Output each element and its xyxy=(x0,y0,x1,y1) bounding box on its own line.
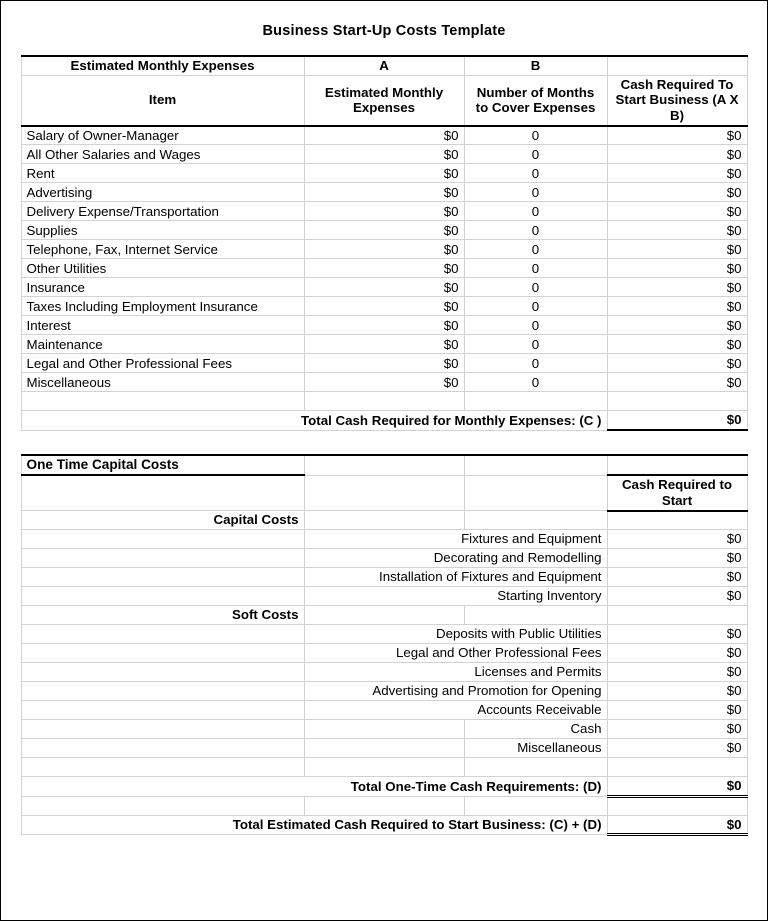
column-letter-b: B xyxy=(464,56,607,75)
table-row[interactable] xyxy=(21,568,747,587)
expense-months-value[interactable]: 0 xyxy=(464,145,607,164)
spacer-row xyxy=(21,392,747,411)
onetime-total-value: $0 xyxy=(607,777,747,797)
soft-item-blank-col2 xyxy=(304,720,464,739)
expense-months-value[interactable]: 0 xyxy=(464,335,607,354)
capital-costs-table xyxy=(21,454,748,836)
expense-cash-required-value: $0 xyxy=(607,316,747,335)
expense-item-label: Maintenance xyxy=(21,335,304,354)
capital-blank-col2 xyxy=(304,475,464,510)
table-row[interactable] xyxy=(21,335,747,354)
capital-item-blank-col1 xyxy=(21,530,304,549)
expense-estimated-value[interactable]: $0 xyxy=(304,335,464,354)
table-row[interactable] xyxy=(21,259,747,278)
capital-section-label: One Time Capital Costs xyxy=(21,455,304,475)
capital-item-blank-col1 xyxy=(21,549,304,568)
table-row[interactable] xyxy=(21,316,747,335)
monthly-total-label: Total Cash Required for Monthly Expenses: (C ) xyxy=(21,411,607,430)
soft-item-label: Miscellaneous xyxy=(464,739,607,758)
expense-item-label: Telephone, Fax, Internet Service xyxy=(21,240,304,259)
expense-months-value[interactable]: 0 xyxy=(464,202,607,221)
table-row[interactable] xyxy=(21,354,747,373)
table-row[interactable] xyxy=(21,297,747,316)
spacer-cell xyxy=(607,392,747,411)
soft-item-label: Legal and Other Professional Fees xyxy=(304,644,607,663)
expense-cash-required-value: $0 xyxy=(607,278,747,297)
soft-item-blank-col1 xyxy=(21,701,304,720)
soft-item-blank-col1 xyxy=(21,625,304,644)
column-header-cash-required-axb: Cash Required To Start Business (A X B) xyxy=(607,75,747,126)
table-row[interactable] xyxy=(21,278,747,297)
expense-item-label: All Other Salaries and Wages xyxy=(21,145,304,164)
spacer-row xyxy=(21,758,747,777)
soft-item-label: Licenses and Permits xyxy=(304,663,607,682)
soft-item-label: Cash xyxy=(464,720,607,739)
expense-cash-required-value: $0 xyxy=(607,221,747,240)
spacer-cell xyxy=(304,796,464,815)
onetime-total-row xyxy=(21,777,747,797)
expense-months-value[interactable]: 0 xyxy=(464,183,607,202)
expense-cash-required-value: $0 xyxy=(607,259,747,278)
expense-item-label: Delivery Expense/Transportation xyxy=(21,202,304,221)
capital-item-value[interactable]: $0 xyxy=(607,568,747,587)
table-row[interactable] xyxy=(21,202,747,221)
capital-item-label: Decorating and Remodelling xyxy=(304,549,607,568)
soft-item-value[interactable]: $0 xyxy=(607,720,747,739)
column-header-item: Item xyxy=(21,75,304,126)
expense-item-label: Interest xyxy=(21,316,304,335)
expense-estimated-value[interactable]: $0 xyxy=(304,164,464,183)
table-row[interactable] xyxy=(21,530,747,549)
soft-group-header-row xyxy=(21,606,747,625)
capital-cash-column-header-row xyxy=(21,475,747,510)
capital-blank-col1 xyxy=(21,475,304,510)
column-header-cash-required-to-start: Cash Required to Start xyxy=(607,475,747,510)
onetime-total-label: Total One-Time Cash Requirements: (D) xyxy=(21,777,607,797)
expense-estimated-value[interactable]: $0 xyxy=(304,316,464,335)
table-row[interactable] xyxy=(21,221,747,240)
capital-costs-body xyxy=(21,455,747,835)
soft-group-blank-4 xyxy=(607,606,747,625)
expense-cash-required-value: $0 xyxy=(607,354,747,373)
table-row[interactable] xyxy=(21,164,747,183)
capital-item-blank-col1 xyxy=(21,587,304,606)
expense-cash-required-value: $0 xyxy=(607,202,747,221)
spacer-cell xyxy=(607,796,747,815)
expense-estimated-value[interactable]: $0 xyxy=(304,202,464,221)
expense-item-label: Miscellaneous xyxy=(21,373,304,392)
spacer-row xyxy=(21,796,747,815)
expense-cash-required-value: $0 xyxy=(607,145,747,164)
capital-item-value[interactable]: $0 xyxy=(607,587,747,606)
capital-header-blank-4 xyxy=(607,455,747,475)
expense-item-label: Advertising xyxy=(21,183,304,202)
soft-item-label: Deposits with Public Utilities xyxy=(304,625,607,644)
capital-blank-col3 xyxy=(464,475,607,510)
monthly-expenses-table xyxy=(21,55,748,431)
table-row[interactable] xyxy=(21,625,747,644)
table-row[interactable] xyxy=(21,145,747,164)
table-row[interactable] xyxy=(21,682,747,701)
table-row[interactable] xyxy=(21,587,747,606)
expense-estimated-value[interactable]: $0 xyxy=(304,221,464,240)
expense-item-label: Other Utilities xyxy=(21,259,304,278)
monthly-section-label: Estimated Monthly Expenses xyxy=(21,56,304,75)
capital-group-blank-2 xyxy=(304,511,464,530)
table-row[interactable] xyxy=(21,739,747,758)
soft-item-label: Accounts Receivable xyxy=(304,701,607,720)
column-letter-a: A xyxy=(304,56,464,75)
expense-item-label: Legal and Other Professional Fees xyxy=(21,354,304,373)
capital-item-label: Starting Inventory xyxy=(304,587,607,606)
table-row[interactable] xyxy=(21,644,747,663)
page-title: Business Start-Up Costs Template xyxy=(262,23,506,39)
soft-group-blank-2 xyxy=(304,606,464,625)
column-header-estimated-monthly-expenses: Estimated Monthly Expenses xyxy=(304,75,464,126)
grand-total-value: $0 xyxy=(607,815,747,835)
capital-group-blank-4 xyxy=(607,511,747,530)
capital-group-header-row xyxy=(21,511,747,530)
expense-estimated-value[interactable]: $0 xyxy=(304,145,464,164)
monthly-total-row xyxy=(21,411,747,430)
spacer-cell xyxy=(21,392,304,411)
spacer-cell xyxy=(21,758,304,777)
expense-cash-required-value: $0 xyxy=(607,297,747,316)
expense-estimated-value[interactable]: $0 xyxy=(304,354,464,373)
expense-estimated-value[interactable]: $0 xyxy=(304,126,464,145)
grand-total-row xyxy=(21,815,747,835)
column-header-months-to-cover: Number of Months to Cover Expenses xyxy=(464,75,607,126)
expense-months-value[interactable]: 0 xyxy=(464,316,607,335)
spacer-cell xyxy=(304,392,464,411)
soft-item-blank-col2 xyxy=(304,739,464,758)
soft-costs-group-label: Soft Costs xyxy=(21,606,304,625)
expense-item-label: Insurance xyxy=(21,278,304,297)
expense-cash-required-value: $0 xyxy=(607,164,747,183)
soft-item-blank-col1 xyxy=(21,682,304,701)
capital-item-value[interactable]: $0 xyxy=(607,549,747,568)
monthly-header-letters-row xyxy=(21,56,747,75)
grand-total-label: Total Estimated Cash Required to Start Business: (C) + (D) xyxy=(21,815,607,835)
expense-cash-required-value: $0 xyxy=(607,373,747,392)
soft-item-value[interactable]: $0 xyxy=(607,739,747,758)
expense-estimated-value[interactable]: $0 xyxy=(304,183,464,202)
soft-item-label: Advertising and Promotion for Opening xyxy=(304,682,607,701)
table-row[interactable] xyxy=(21,126,747,145)
soft-item-value[interactable]: $0 xyxy=(607,682,747,701)
expense-item-label: Salary of Owner-Manager xyxy=(21,126,304,145)
soft-item-blank-col1 xyxy=(21,663,304,682)
capital-item-label: Fixtures and Equipment xyxy=(304,530,607,549)
table-row[interactable] xyxy=(21,549,747,568)
expense-estimated-value[interactable]: $0 xyxy=(304,297,464,316)
spacer-cell xyxy=(464,758,607,777)
table-row[interactable] xyxy=(21,663,747,682)
monthly-header-titles-row xyxy=(21,75,747,126)
capital-header-blank-3 xyxy=(464,455,607,475)
soft-item-blank-col1 xyxy=(21,644,304,663)
capital-group-blank-3 xyxy=(464,511,607,530)
capital-costs-group-label: Capital Costs xyxy=(21,511,304,530)
expense-cash-required-value: $0 xyxy=(607,126,747,145)
expense-estimated-value[interactable]: $0 xyxy=(304,240,464,259)
soft-item-value[interactable]: $0 xyxy=(607,625,747,644)
capital-header-blank-2 xyxy=(304,455,464,475)
table-row[interactable] xyxy=(21,183,747,202)
expense-cash-required-value: $0 xyxy=(607,183,747,202)
table-gap xyxy=(1,431,767,454)
expense-item-label: Supplies xyxy=(21,221,304,240)
soft-item-value[interactable]: $0 xyxy=(607,644,747,663)
expense-months-value[interactable]: 0 xyxy=(464,354,607,373)
expense-months-value[interactable]: 0 xyxy=(464,259,607,278)
expense-months-value[interactable]: 0 xyxy=(464,164,607,183)
capital-item-blank-col1 xyxy=(21,568,304,587)
expense-months-value[interactable]: 0 xyxy=(464,221,607,240)
expense-cash-required-value: $0 xyxy=(607,240,747,259)
spacer-cell xyxy=(464,796,607,815)
soft-item-value[interactable]: $0 xyxy=(607,663,747,682)
expense-months-value[interactable]: 0 xyxy=(464,297,607,316)
capital-section-header-row xyxy=(21,455,747,475)
capital-item-label: Installation of Fixtures and Equipment xyxy=(304,568,607,587)
spacer-cell xyxy=(607,758,747,777)
soft-item-blank-col1 xyxy=(21,720,304,739)
column-letter-blank xyxy=(607,56,747,75)
expense-cash-required-value: $0 xyxy=(607,335,747,354)
expense-item-label: Rent xyxy=(21,164,304,183)
expense-months-value[interactable]: 0 xyxy=(464,373,607,392)
capital-item-value[interactable]: $0 xyxy=(607,530,747,549)
spacer-cell xyxy=(21,796,304,815)
table-row[interactable] xyxy=(21,701,747,720)
expense-months-value[interactable]: 0 xyxy=(464,240,607,259)
expense-months-value[interactable]: 0 xyxy=(464,126,607,145)
table-row[interactable] xyxy=(21,240,747,259)
expense-item-label: Taxes Including Employment Insurance xyxy=(21,297,304,316)
soft-group-blank-3 xyxy=(464,606,607,625)
table-row[interactable] xyxy=(21,720,747,739)
expense-estimated-value[interactable]: $0 xyxy=(304,259,464,278)
soft-item-blank-col1 xyxy=(21,739,304,758)
table-row[interactable] xyxy=(21,373,747,392)
expense-months-value[interactable]: 0 xyxy=(464,278,607,297)
monthly-total-value: $0 xyxy=(607,411,747,430)
monthly-expenses-body xyxy=(21,56,747,430)
expense-estimated-value[interactable]: $0 xyxy=(304,278,464,297)
expense-estimated-value[interactable]: $0 xyxy=(304,373,464,392)
spacer-cell xyxy=(304,758,464,777)
spacer-cell xyxy=(464,392,607,411)
soft-item-value[interactable]: $0 xyxy=(607,701,747,720)
